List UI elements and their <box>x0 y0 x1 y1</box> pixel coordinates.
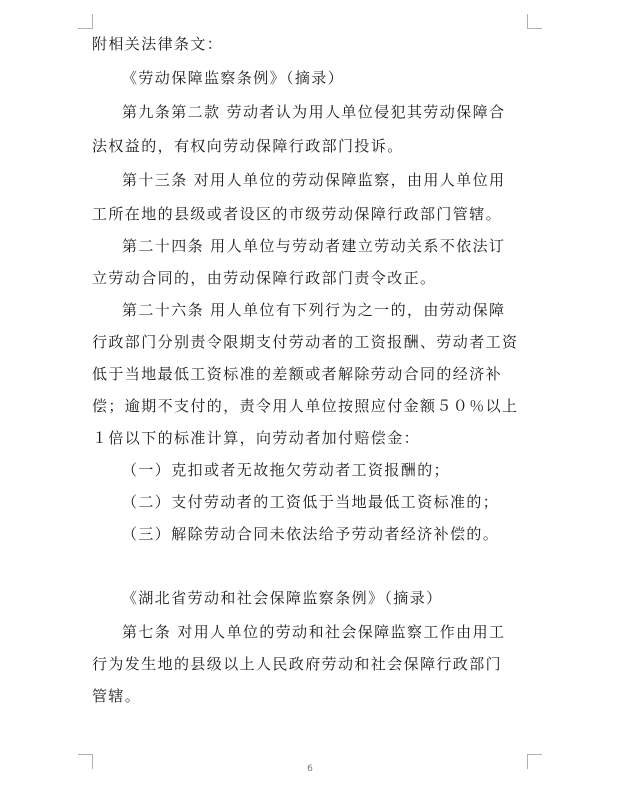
text-line: 工所在地的县级或者设区的市级劳动保障行政部门管辖。 <box>92 205 503 223</box>
page-number: 6 <box>307 764 313 774</box>
list-item: （二）支付劳动者的工资低于当地最低工资标准的； <box>122 493 500 511</box>
text-line: １倍以下的标准计算，向劳动者加付赔偿金： <box>92 429 421 447</box>
text-line: 立劳动合同的，由劳动保障行政部门责令改正。 <box>92 269 437 287</box>
list-item: （三）解除劳动合同未依法给予劳动者经济补偿的。 <box>122 525 500 543</box>
section1-title: 《劳动保障监察条例》（摘录） <box>122 69 345 87</box>
text-line: 第二十四条 用人单位与劳动者建立劳动关系不依法订 <box>122 237 506 255</box>
text-line: 管辖。 <box>92 687 142 705</box>
text-line: 行政部门分别责令限期支付劳动者的工资报酬、劳动者工资 <box>92 333 519 351</box>
text-line: 行为发生地的县级以上人民政府劳动和社会保障行政部门 <box>92 655 503 673</box>
text-line: 第九条第二款 劳动者认为用人单位侵犯其劳动保障合 <box>122 103 506 121</box>
text-line: 第十三条 对用人单位的劳动保障监察，由用人单位用 <box>122 171 506 189</box>
crop-mark-top-left <box>78 14 93 29</box>
text-line: 第七条 对用人单位的劳动和社会保障监察工作由用工 <box>122 623 506 641</box>
text-line: 第二十六条 用人单位有下列行为之一的，由劳动保障 <box>122 301 506 319</box>
crop-mark-top-right <box>527 14 542 29</box>
text-line: 偿；逾期不支付的，责令用人单位按照应付金额５０％以上 <box>92 397 519 415</box>
list-item: （一）克扣或者无故拖欠劳动者工资报酬的； <box>122 461 451 479</box>
text-line: 法权益的，有权向劳动保障行政部门投诉。 <box>92 137 404 155</box>
text-line: 低于当地最低工资标准的差额或者解除劳动合同的经济补 <box>92 365 503 383</box>
heading: 附相关法律条文： <box>92 35 224 53</box>
section2-title: 《湖北省劳动和社会保障监察条例》（摘录） <box>122 589 443 607</box>
